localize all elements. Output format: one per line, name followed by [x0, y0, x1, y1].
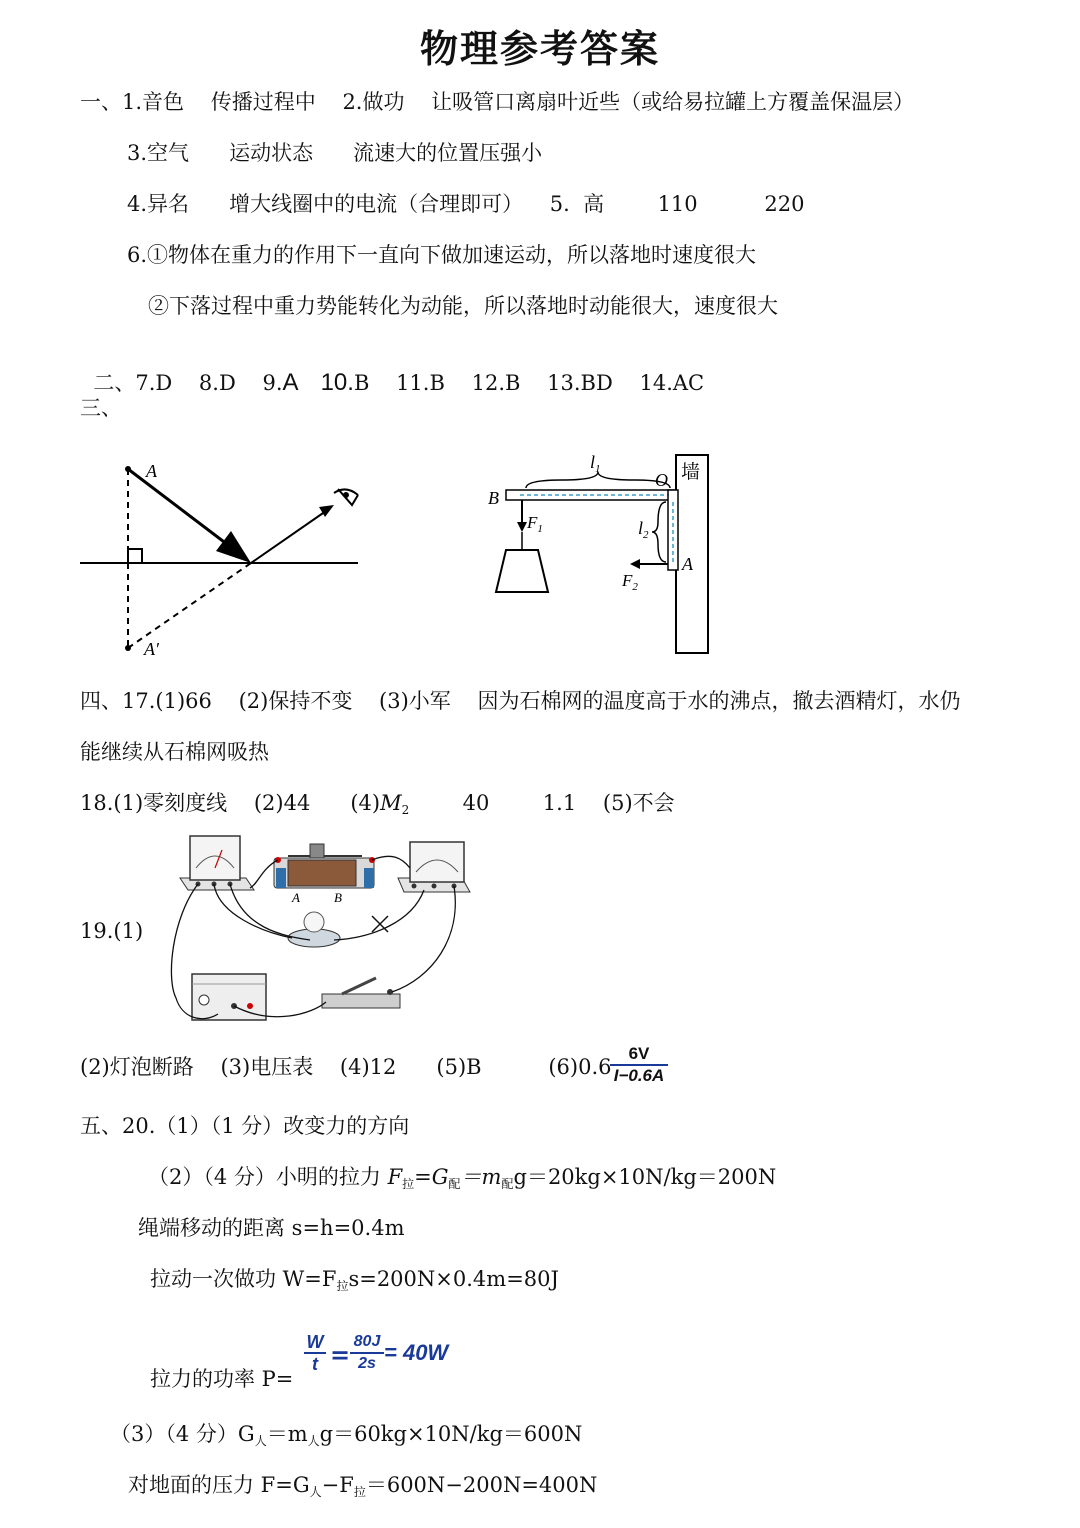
f2-label: $F_2$	[622, 571, 638, 593]
answer-17-line-1: 四、17.(1)66 (2)保持不变 (3)小军 因为石棉网的温度高于水的沸点，撤去酒精灯，水仍	[80, 689, 961, 713]
power-equals-1: =	[330, 1340, 351, 1369]
power-supply-icon	[192, 974, 266, 1020]
answer-19-label: 19.(1)	[80, 919, 144, 943]
answer-20-2-line-4: 拉力的功率 P=	[150, 1367, 294, 1391]
answer-19-part-2: (2)灯泡断路 (3)电压表 (4)12 (5)B (6)0.6	[80, 1055, 612, 1079]
ammeter-icon	[180, 836, 254, 890]
choice-rest: B 11.B 12.B 13.BD 14.AC	[353, 371, 705, 395]
label-a: A	[682, 554, 693, 574]
wall-label: 墙	[681, 462, 701, 483]
l1-label: $l_1$	[590, 452, 601, 475]
section-3-label: 三、	[80, 396, 122, 420]
answer-17-line-2: 能继续从石棉网吸热	[80, 740, 269, 764]
switch-icon	[322, 978, 400, 1008]
answer-line-4: 4.异名 增大线圈中的电流（合理即可） 5. 高 110 220	[127, 192, 805, 216]
answer-line-6a: 6.①物体在重力的作用下一直向下做加速运动，所以落地时速度很大	[127, 243, 757, 267]
hanging-weight	[496, 550, 548, 592]
answer-20-3-line-1: （3）（4 分）$G_人=m_人g=60kg\times 10N/kg=600N$	[110, 1422, 583, 1448]
f1-label: $F_1$	[527, 513, 543, 535]
eye-icon	[334, 489, 358, 505]
page-title: 物理参考答案	[419, 26, 660, 71]
answer-20-1: 五、20.（1）（1 分）改变力的方向	[80, 1114, 410, 1138]
choice-prefix: 二、7.D 8.D 9.	[93, 371, 283, 395]
choice-9: A	[282, 369, 299, 396]
circuit-diagram	[162, 828, 478, 1028]
power-fraction-values: 80J 2s	[350, 1332, 384, 1374]
power-fraction-w: W t	[304, 1332, 326, 1374]
answer-line-6b: ②下落过程中重力势能转化为动能，所以落地时动能很大，速度很大	[148, 294, 778, 318]
answer-20-2-line-3: 拉动一次做功 $W=F_拉s=200N\times 0.4m=80J$	[150, 1267, 559, 1293]
lever-diagram	[480, 452, 720, 657]
reflected-ray	[251, 511, 326, 563]
answer-line-1: 一、1.音色 传播过程中 2.做功 让吸管口离扇叶近些（或给易拉罐上方覆盖保温层）	[80, 90, 915, 114]
incident-ray	[128, 469, 236, 551]
answer-line-3: 3.空气 运动状态 流速大的位置压强小	[127, 141, 543, 165]
bulb-icon	[288, 912, 340, 947]
label-o: O	[655, 470, 668, 490]
label-a: A	[146, 461, 157, 481]
virtual-ray	[128, 563, 251, 648]
rheostat-label-b: B	[334, 890, 342, 905]
answer-20-2-line-2: 绳端移动的距离 s=h=0.4m	[138, 1216, 405, 1240]
l2-brace	[652, 502, 666, 562]
choice-10-number: 10.	[320, 369, 354, 396]
resistance-fraction	[610, 1044, 668, 1086]
power-result: = 40W	[384, 1340, 449, 1365]
point-a-prime	[125, 645, 131, 651]
right-angle-mark	[128, 549, 142, 563]
fraction-denominator: I−0.6A	[613, 1066, 665, 1085]
label-a-prime: A′	[144, 639, 159, 659]
fraction-numerator: 6V	[628, 1044, 650, 1063]
label-b: B	[488, 488, 499, 508]
incident-arrow	[216, 531, 251, 563]
choice-answers	[80, 344, 704, 396]
rheostat-label-a: A	[292, 890, 300, 905]
answer-20-3-line-2: 对地面的压力 $F=G_人-F_拉=600N-200N=400N$	[128, 1473, 598, 1499]
answer-20-2-line-1: （2）（4 分）小明的拉力 $F_拉=G_配=m_配g=20kg\times 10N/kg=200N$	[148, 1165, 777, 1191]
rheostat-icon	[274, 844, 375, 905]
reflection-diagram	[76, 455, 366, 660]
l2-label: $l_2$	[638, 518, 649, 541]
answer-18: 18.(1)零刻度线 (2)44 $(4)M_2$ 40 1.1 (5)不会	[80, 791, 675, 817]
